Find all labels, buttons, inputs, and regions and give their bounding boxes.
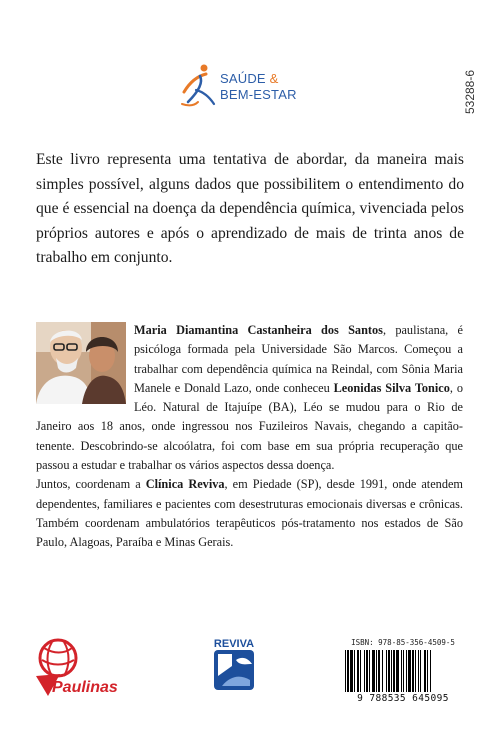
barcode-digits: 9 788535 645095	[357, 693, 449, 704]
barcode-bar	[418, 650, 419, 692]
side-code-text: 53288-6	[463, 69, 477, 115]
barcode-bar	[415, 650, 416, 692]
barcode-bar	[350, 650, 353, 692]
saude-bem-estar-logo	[176, 62, 306, 110]
publisher-name: Paulinas	[52, 679, 118, 696]
barcode-bar	[366, 650, 368, 692]
barcode-bar	[427, 650, 428, 692]
barcode-bar	[403, 650, 404, 692]
barcode-bar	[396, 650, 399, 692]
barcode-bar	[406, 650, 407, 692]
paulinas-logo	[30, 636, 120, 700]
reviva-logo	[208, 636, 260, 692]
clinic-name: Clínica Reviva	[145, 477, 225, 492]
barcode-bar	[420, 650, 421, 692]
barcode-bar	[382, 650, 383, 692]
barcode-bar	[430, 650, 431, 692]
barcode-bar	[364, 650, 365, 692]
reviva-label: REVIVA	[213, 638, 255, 650]
barcode-bar	[369, 650, 370, 692]
barcode-bar	[386, 650, 387, 692]
bio-paragraph-2	[36, 475, 463, 552]
intro-paragraph: Este livro representa uma tentativa de abordar, da maneira mais simples possível, alguns dados que possibilitem o entendimento do que é essencial na doença da dependência química, vivenciada pelos próprios autores e após o aprendizado de mais de trinta anos de trabalho em conjunto.	[36, 151, 464, 266]
barcode-bars	[343, 650, 463, 694]
barcode-bar	[360, 650, 361, 692]
author2-name: Leonidas Silva Tonico	[333, 380, 450, 395]
barcode-bar	[357, 650, 359, 692]
barcode-bar	[388, 650, 390, 692]
barcode-bar	[412, 650, 414, 692]
barcode-bar	[378, 650, 380, 692]
barcode-bar	[372, 650, 375, 692]
bio-text-2a: Juntos, coordenam a	[36, 477, 146, 492]
barcode-bar	[345, 650, 346, 692]
barcode-bar	[347, 650, 349, 692]
runner-icon	[176, 62, 220, 110]
bio-text-2b: , em Piedade (SP), desde 1991, onde atendem dependentes, familiares e pacientes com desestruturas emocionais diversas e crônicas. Também coordenam ambulatórios terapêuticos pós-tratamento nos estados de São Paulo, Alagoas, Paraíba e Minas Gerais.	[36, 477, 463, 550]
authors-bio	[36, 321, 463, 553]
logo-text-line1: SAÚDE &	[220, 71, 279, 86]
barcode-bar	[424, 650, 426, 692]
author1-name: Maria Diamantina Castanheira dos Santos	[134, 323, 383, 337]
barcode-bar	[408, 650, 411, 692]
barcode-bar	[393, 650, 395, 692]
barcode-bar	[354, 650, 355, 692]
barcode-bar	[376, 650, 377, 692]
side-code	[463, 62, 477, 122]
bio-text-1a: , paulistana, é psicóloga formada pela Universidade São Marcos. Começou a trabalhar com dependência química na Reindal, com Sônia Maria Manele e Donald Lazo, onde conheceu	[134, 323, 463, 395]
logo-text-line2: BEM-ESTAR	[220, 87, 297, 102]
isbn-text: ISBN: 978-85-356-4509-5	[351, 638, 455, 647]
bio-text-1b: , o Léo. Natural de Itajuípe (BA), Léo se mudou para o Rio de Janeiro aos 18 anos, onde ingressou nos Fuzileiros Navais, chegando a capitão-tenente. Descobrindo-se alcoólatra, foi com base em sua própria recuperação que passou a estudar e trabalhar os vários aspectos dessa doença.	[36, 380, 463, 473]
isbn-barcode	[339, 638, 467, 706]
photo-spacer	[36, 321, 134, 417]
barcode-bar	[401, 650, 402, 692]
barcode-bar	[391, 650, 392, 692]
